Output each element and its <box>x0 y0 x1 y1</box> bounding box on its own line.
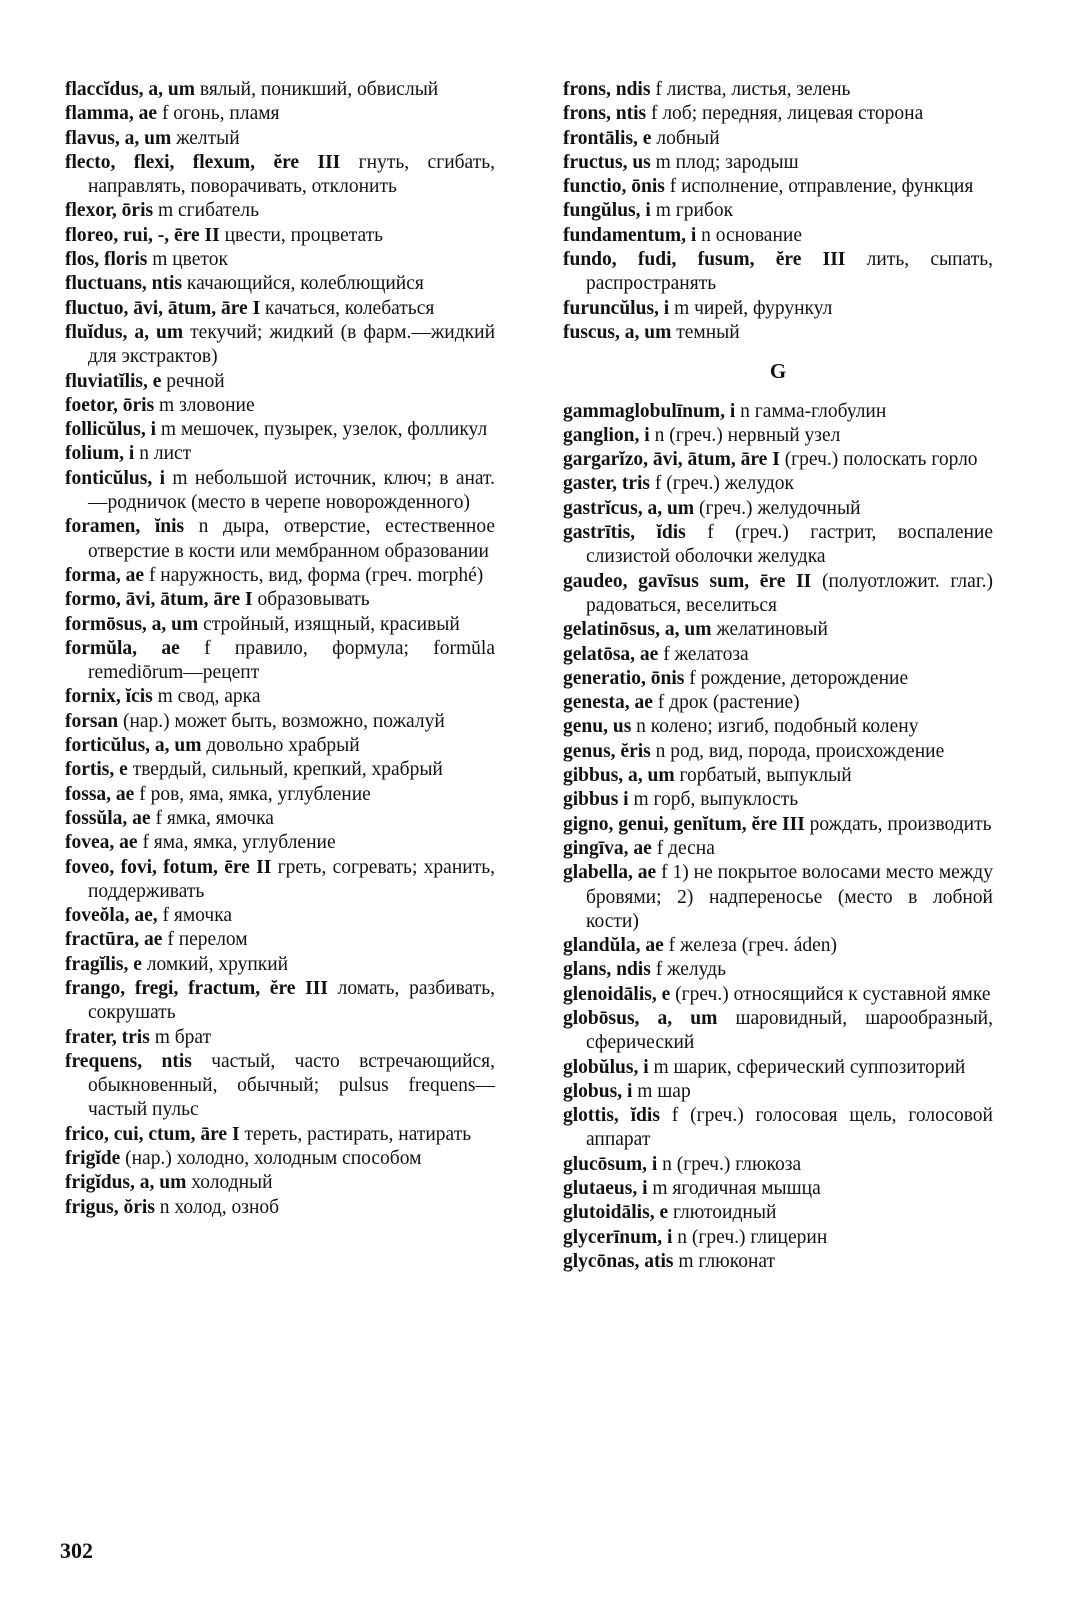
entry-definition: ломать, разбивать, сокрушать <box>88 977 495 1024</box>
entry-definition: речной <box>161 370 225 392</box>
dictionary-entry <box>563 175 993 199</box>
dictionary-entry <box>563 151 993 175</box>
dictionary-entry <box>563 1007 993 1056</box>
entry-definition: холодный <box>186 1172 273 1194</box>
entry-definition: f 1) не покрытое волосами место между бровями; 2) надпереносье (место в лобной кости) <box>586 862 993 932</box>
entry-definition: f яма, ямка, углубление <box>137 832 336 854</box>
entry-headword: fundo, fudi, fusum, ĕre III <box>563 249 846 271</box>
entry-headword: furuncŭlus, i <box>563 297 670 319</box>
dictionary-entry <box>563 297 993 321</box>
dictionary-entry <box>563 521 993 570</box>
entry-definition: f наружность, вид, форма (греч. morphé) <box>144 564 484 586</box>
dictionary-entry <box>563 861 993 934</box>
dictionary-entry <box>65 1147 495 1171</box>
dictionary-entry <box>563 472 993 496</box>
dictionary-entry <box>65 758 495 782</box>
dictionary-entry <box>65 394 495 418</box>
entry-headword: glottis, ĭdis <box>563 1105 660 1127</box>
entry-definition: m сгибатель <box>153 200 259 222</box>
dictionary-entry <box>65 418 495 442</box>
dictionary-entry <box>65 1171 495 1195</box>
entry-headword: fonticŭlus, i <box>65 467 166 489</box>
entry-definition: f железа (греч. áden) <box>663 935 838 957</box>
entry-definition: f дрок (растение) <box>652 692 800 714</box>
entry-headword: fossŭla, ae <box>65 807 151 829</box>
entry-definition: качающийся, колеблющийся <box>182 273 424 295</box>
dictionary-entry <box>563 102 993 126</box>
entry-definition: f (греч.) гастрит, воспаление слизистой оболочки желудка <box>586 522 993 568</box>
entry-headword: formŭla, ae <box>65 637 180 659</box>
entry-definition: довольно храбрый <box>201 735 360 757</box>
entry-headword: frico, cui, ctum, āre I <box>65 1123 240 1145</box>
entry-headword: follicŭlus, i <box>65 419 157 441</box>
entry-headword: glenoidālis, e <box>563 983 671 1005</box>
entry-definition: f листва, листья, зелень <box>650 79 851 100</box>
dictionary-entry <box>65 467 495 516</box>
dictionary-entry <box>563 1201 993 1225</box>
dictionary-entry <box>65 977 495 1026</box>
entry-headword: globōsus, a, um <box>563 1007 718 1029</box>
entry-definition: желтый <box>171 127 240 149</box>
dictionary-entry <box>563 1177 993 1201</box>
entry-headword: gastrĭcus, a, um <box>563 497 695 519</box>
entry-definition: (греч.) относящийся к суставной ямке <box>670 983 991 1005</box>
section-letter-heading: G <box>769 359 787 384</box>
entry-definition: (греч.) полоскать горло <box>779 449 978 471</box>
entry-definition: m плод; зародыш <box>650 151 799 173</box>
entry-headword: floreo, rui, -, ēre II <box>65 224 220 246</box>
entry-definition: f ямка, ямочка <box>150 807 274 829</box>
entry-headword: formōsus, a, um <box>65 613 199 635</box>
entry-headword: glycerīnum, i <box>563 1226 673 1248</box>
entry-definition: темный <box>671 321 740 343</box>
dictionary-entry <box>65 637 495 686</box>
entry-headword: generatio, ōnis <box>563 667 685 689</box>
dictionary-entry <box>65 588 495 612</box>
dictionary-entry <box>563 691 993 715</box>
dictionary-entry <box>563 643 993 667</box>
entry-definition: качаться, колебаться <box>260 297 435 319</box>
dictionary-entry <box>65 224 495 248</box>
entry-definition: n гамма-глобулин <box>735 400 887 422</box>
entry-definition: n основание <box>696 224 802 246</box>
entry-headword: gammaglobulīnum, i <box>563 400 736 422</box>
entry-headword: flexor, ōris <box>65 200 154 222</box>
dictionary-entry <box>563 400 993 424</box>
entry-headword: frons, ntis <box>563 103 647 125</box>
entry-definition: текучий; жидкий (в фарм.—жидкий для экстрактов) <box>88 321 496 368</box>
entry-definition: ломкий, хрупкий <box>141 953 289 975</box>
entry-definition: n (греч.) глюкоза <box>657 1153 802 1175</box>
dictionary-entry <box>563 448 993 472</box>
entry-headword: gaudeo, gavīsus sum, ēre II <box>563 570 812 592</box>
dictionary-entry <box>65 151 495 200</box>
dictionary-entry <box>563 618 993 642</box>
entry-headword: glabella, ae <box>563 862 657 884</box>
left-column <box>65 78 495 1220</box>
dictionary-entry <box>563 224 993 248</box>
dictionary-entry <box>65 1196 495 1220</box>
entry-headword: fovea, ae <box>65 832 138 854</box>
entry-definition: f лоб; передняя, лицевая сторона <box>646 103 924 125</box>
entry-headword: fundamentum, i <box>563 224 697 246</box>
entry-definition: стройный, изящный, красивый <box>198 613 460 635</box>
entry-headword: ganglion, i <box>563 424 650 446</box>
entry-headword: fluctuans, ntis <box>65 273 183 295</box>
entry-headword: fluĭdus, a, um <box>65 321 184 343</box>
entry-definition: f правило, формула; formŭla remediōrum—рецепт <box>88 637 496 684</box>
dictionary-entry <box>563 934 993 958</box>
dictionary-entry <box>65 102 495 126</box>
dictionary-entry <box>563 1226 993 1250</box>
entry-definition: n холод, озноб <box>154 1196 280 1218</box>
entry-headword: globus, i <box>563 1080 633 1102</box>
entry-headword: fractūra, ae <box>65 929 163 951</box>
dictionary-entry <box>563 78 993 102</box>
dictionary-entry <box>65 904 495 928</box>
entry-headword: frigĭdus, a, um <box>65 1172 187 1194</box>
entry-headword: frigĭde <box>65 1148 121 1170</box>
entry-headword: gargarĭzo, āvi, ātum, āre I <box>563 449 780 471</box>
entry-definition: желатиновый <box>711 619 828 641</box>
entry-headword: formo, āvi, ātum, āre I <box>65 589 253 611</box>
entry-headword: gaster, tris <box>563 473 651 495</box>
entry-headword: fornix, ĭcis <box>65 686 153 708</box>
dictionary-entry <box>65 78 495 102</box>
entry-headword: flaccĭdus, a, um <box>65 79 196 100</box>
dictionary-entry <box>563 715 993 739</box>
entry-definition: вялый, поникший, обвислый <box>195 79 439 100</box>
entry-definition: m зловоние <box>154 394 255 416</box>
dictionary-entry <box>65 515 495 564</box>
entry-definition: f ямочка <box>157 905 233 927</box>
entry-headword: flos, floris <box>65 249 148 271</box>
dictionary-entry <box>563 1153 993 1177</box>
dictionary-entry <box>65 613 495 637</box>
entry-headword: functio, ōnis <box>563 176 665 198</box>
entry-definition: m мешочек, пузырек, узелок, фолликул <box>156 419 488 441</box>
dictionary-entry <box>563 1250 993 1274</box>
dictionary-entry <box>65 1026 495 1050</box>
dictionary-entry <box>563 788 993 812</box>
dictionary-entry <box>563 321 993 345</box>
dictionary-entry <box>563 570 993 619</box>
entry-headword: glans, ndis <box>563 959 651 981</box>
entry-headword: frequens, ntis <box>65 1050 192 1072</box>
entry-headword: foveŏla, ae, <box>65 905 158 927</box>
entry-definition: гнуть, сгибать, направлять, поворачивать, отклонить <box>88 151 495 198</box>
entry-definition: f исполнение, отправление, функция <box>664 176 974 198</box>
dictionary-entry <box>65 710 495 734</box>
dictionary-entry <box>65 734 495 758</box>
dictionary-entry <box>563 667 993 691</box>
entry-definition: n (греч.) нервный узел <box>649 424 841 446</box>
dictionary-entry <box>65 807 495 831</box>
entry-definition: (нар.) может быть, возможно, пожалуй <box>118 710 445 732</box>
entry-headword: gigno, genui, genĭtum, ĕre III <box>563 813 805 835</box>
entry-headword: genu, us <box>563 716 632 738</box>
entry-definition: m грибок <box>650 200 734 222</box>
entry-headword: genesta, ae <box>563 692 653 714</box>
entry-headword: glucōsum, i <box>563 1153 658 1175</box>
entry-definition: n род, вид, порода, происхождение <box>650 740 945 762</box>
right-column <box>563 78 993 1274</box>
dictionary-entry <box>65 685 495 709</box>
entry-definition: глютоидный <box>668 1202 777 1224</box>
dictionary-entry <box>65 953 495 977</box>
entry-definition: (нар.) холодно, холодным способом <box>120 1148 422 1170</box>
dictionary-entry <box>563 1104 993 1153</box>
entry-definition: f (греч.) желудок <box>650 473 794 495</box>
entry-headword: forma, ae <box>65 564 145 586</box>
entry-definition: образовывать <box>252 589 370 611</box>
entry-definition: m шарик, сферический суппозиторий <box>648 1056 966 1078</box>
entry-definition: m шар <box>632 1080 691 1102</box>
entry-headword: gelatinōsus, a, um <box>563 619 712 641</box>
dictionary-entry <box>563 958 993 982</box>
entry-headword: gastrītis, ĭdis <box>563 522 686 544</box>
dictionary-entry <box>65 370 495 394</box>
entry-headword: frontālis, e <box>563 127 652 149</box>
entry-definition: m небольшой источник, ключ; в анат.—родничок (место в черепе новорожденного) <box>88 467 495 514</box>
entry-headword: flamma, ae <box>65 103 158 125</box>
dictionary-entry <box>65 272 495 296</box>
entry-definition: твердый, сильный, крепкий, храбрый <box>127 759 443 781</box>
entry-headword: fortis, e <box>65 759 128 781</box>
entry-definition: (греч.) желудочный <box>694 497 861 519</box>
dictionary-entry <box>65 831 495 855</box>
entry-definition: f желудь <box>650 959 726 981</box>
entry-headword: frigus, ŏris <box>65 1196 155 1218</box>
entry-definition: m глюконат <box>673 1250 776 1272</box>
entry-definition: f желатоза <box>658 643 749 665</box>
entry-definition: f десна <box>651 837 715 859</box>
dictionary-entry <box>65 321 495 370</box>
dictionary-entry <box>563 813 993 837</box>
entry-definition: лобный <box>651 127 720 149</box>
dictionary-entry <box>563 740 993 764</box>
entry-definition: тереть, растирать, натирать <box>239 1123 472 1145</box>
dictionary-entry <box>563 497 993 521</box>
dictionary-entry <box>65 297 495 321</box>
entry-headword: glandŭla, ae <box>563 935 664 957</box>
dictionary-entry <box>65 1123 495 1147</box>
entry-headword: gingīva, ae <box>563 837 652 859</box>
entry-headword: glutaeus, i <box>563 1178 648 1200</box>
entry-headword: gibbus i <box>563 789 629 811</box>
entry-headword: flecto, flexi, flexum, ĕre III <box>65 151 341 173</box>
page-number: 302 <box>60 1538 93 1563</box>
entry-definition: f ров, яма, ямка, углубление <box>134 783 371 805</box>
dictionary-entry <box>563 764 993 788</box>
entry-headword: folium, i <box>65 443 135 465</box>
dictionary-entry <box>563 248 993 297</box>
entry-headword: fluctuo, āvi, ātum, āre I <box>65 297 261 319</box>
entry-definition: (полуотложит. глаг.) радоваться, веселиться <box>586 570 993 616</box>
entry-headword: frango, fregi, fractum, ĕre III <box>65 977 328 999</box>
entry-headword: foetor, ōris <box>65 394 155 416</box>
entry-definition: лить, сыпать, распространять <box>586 249 993 295</box>
entry-headword: flavus, a, um <box>65 127 172 149</box>
entry-definition: греть, согревать; хранить, поддерживать <box>88 856 495 902</box>
entry-headword: frons, ndis <box>563 79 651 100</box>
dictionary-entry <box>65 199 495 223</box>
entry-definition: n дыра, отверстие, естественное отверстие в кости или мембранном образовании <box>88 516 495 562</box>
entry-headword: glutoidālis, e <box>563 1202 669 1224</box>
dictionary-entry <box>563 1080 993 1104</box>
entry-headword: fuscus, a, um <box>563 321 672 343</box>
entry-definition: n лист <box>134 443 192 465</box>
entry-definition: m брат <box>149 1026 212 1048</box>
right-column-f-entries <box>563 78 993 345</box>
dictionary-entry <box>563 424 993 448</box>
entry-headword: gelatōsa, ae <box>563 643 659 665</box>
entry-definition: m цветок <box>147 249 228 271</box>
dictionary-entry <box>65 1050 495 1123</box>
entry-definition: n колено; изгиб, подобный колену <box>631 716 919 738</box>
dictionary-entry <box>65 856 495 905</box>
entry-definition: m свод, арка <box>152 686 261 708</box>
entry-definition: шаровидный, шарообразный, сферический <box>586 1007 993 1054</box>
entry-definition: m ягодичная мышца <box>647 1178 821 1200</box>
entry-headword: fragĭlis, e <box>65 953 142 975</box>
entry-headword: gibbus, a, um <box>563 765 675 787</box>
entry-definition: f огонь, пламя <box>157 103 280 125</box>
entry-definition: рождать, производить <box>804 813 992 835</box>
entry-headword: genus, ĕris <box>563 740 651 762</box>
dictionary-entry <box>563 983 993 1007</box>
dictionary-entry <box>65 783 495 807</box>
dictionary-entry <box>563 199 993 223</box>
entry-headword: frater, tris <box>65 1026 150 1048</box>
entry-headword: forsan <box>65 710 119 732</box>
entry-headword: foveo, fovi, fotum, ēre II <box>65 856 272 878</box>
dictionary-entry <box>65 127 495 151</box>
entry-headword: glycōnas, atis <box>563 1250 674 1272</box>
entry-headword: forticŭlus, a, um <box>65 735 202 757</box>
entry-definition: m чирей, фурункул <box>669 297 833 319</box>
dictionary-entry <box>65 564 495 588</box>
entry-headword: fossa, ae <box>65 783 135 805</box>
entry-headword: fungŭlus, i <box>563 200 651 222</box>
entry-definition: цвести, процветать <box>219 224 384 246</box>
dictionary-entry <box>65 928 495 952</box>
entry-definition: частый, часто встречающийся, обыкновенный, обычный; pulsus frequens—частый пульс <box>88 1050 496 1121</box>
right-column-g-entries <box>563 400 993 1275</box>
dictionary-entry <box>563 127 993 151</box>
entry-definition: n (греч.) глицерин <box>672 1226 828 1248</box>
dictionary-entry <box>65 248 495 272</box>
entry-headword: foramen, ĭnis <box>65 516 185 538</box>
entry-headword: fructus, us <box>563 151 651 173</box>
entry-definition: f рождение, деторождение <box>684 667 909 689</box>
entry-definition: f (греч.) голосовая щель, голосовой аппарат <box>586 1105 993 1151</box>
dictionary-entry <box>563 837 993 861</box>
entry-definition: f перелом <box>162 929 248 951</box>
entry-definition: горбатый, выпуклый <box>674 765 852 787</box>
entry-headword: fluviatĭlis, e <box>65 370 162 392</box>
dictionary-entry <box>563 1056 993 1080</box>
entry-headword: globŭlus, i <box>563 1056 649 1078</box>
entry-definition: m горб, выпуклость <box>628 789 799 811</box>
dictionary-entry <box>65 442 495 466</box>
